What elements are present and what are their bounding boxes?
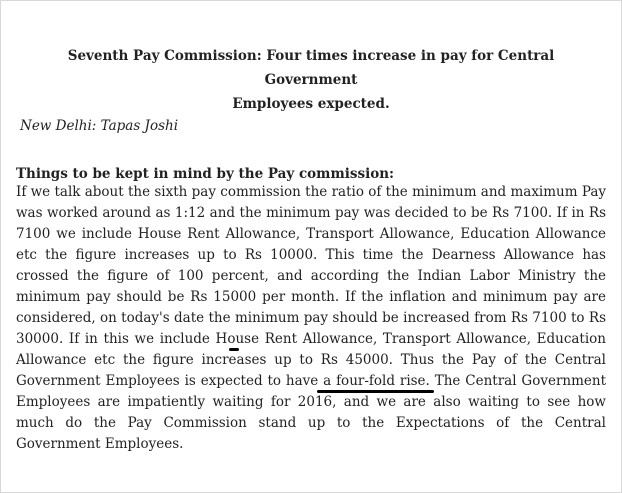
underlined-minimum-pay-phrase: minimum pay should be increased from Rs 7100 to Rs 30000. <box>16 310 607 347</box>
article-title-line2: Employees expected. <box>232 96 390 112</box>
article-byline: New Delhi: Tapas Joshi <box>20 118 179 134</box>
article-title <box>30 44 592 116</box>
paragraph-text-part3: The Central Government Employees are impatiently waiting for 2016, and we are also waiting to see how much do the Pay Commission stand up to the Expectations of the Central Government Employees. <box>16 373 607 452</box>
section-heading: Things to be kept in mind by the Pay commission: <box>16 166 394 182</box>
paragraph-text-part2: If in this we include House Rent Allowance, Transport Allowance, Education Allowance etc the figure increases up to Rs 45000. Thus the Pay of the Central Government Employees is expected to have <box>16 331 606 389</box>
paragraph-text-part1: If we talk about the sixth pay commission the ratio of the minimum and maximum Pay was worked around as 1:12 and the minimum pay was decided to be Rs 7100. If in Rs 7100 we include House Rent Allowance, Transport Allowance, Education Allowance etc the figure increases up to Rs 10000. This time the Dearness Allowance has crossed the figure of 100 percent, and according the Indian Labor Ministry the minimum pay should be Rs 15000 per month. If the inflation and minimum pay are considered, on today's date the <box>16 184 606 326</box>
article-paragraph <box>16 182 606 455</box>
article-title-line1: Seventh Pay Commission: Four times increase in pay for Central Government <box>67 48 555 88</box>
underlined-four-fold-phrase: a four-fold rise. <box>323 373 430 389</box>
